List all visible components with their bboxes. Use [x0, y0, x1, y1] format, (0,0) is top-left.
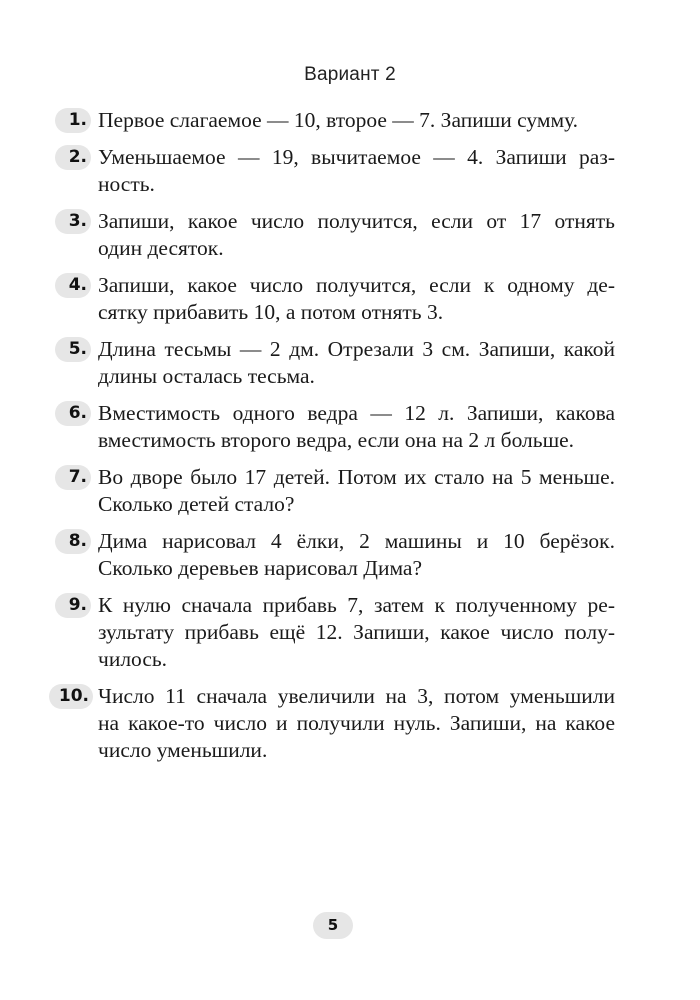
task-number-badge: 2. — [55, 145, 91, 170]
task-text-line: Число 11 сначала увеличили на 3, потом уменьшили — [98, 684, 615, 708]
task-4 — [55, 272, 615, 326]
task-number-badge: 10. — [49, 684, 93, 709]
task-text — [98, 336, 615, 390]
task-text-line: Вместимость одного ведра — 12 л. Запиши, какова — [98, 401, 615, 425]
task-text-line: число уменьшили. — [98, 738, 268, 762]
task-9 — [55, 592, 615, 673]
task-text-line: Сколько детей стало? — [98, 492, 295, 516]
task-text-line: Уменьшаемое — 19, вычитаемое — 4. Запиши раз- — [98, 145, 615, 169]
task-text-line: Первое слагаемое — 10, второе — 7. Запиши сумму. — [98, 108, 579, 132]
task-list — [55, 107, 615, 774]
task-text — [98, 107, 615, 134]
task-text-line: Сколько деревьев нарисовал Дима? — [98, 556, 422, 580]
task-number-badge: 7. — [55, 465, 91, 490]
task-text-line: вместимость второго ведра, если она на 2 л больше. — [98, 428, 575, 452]
task-text — [98, 400, 615, 454]
task-text-line: один десяток. — [98, 236, 224, 260]
task-text-line: зультату прибавь ещё 12. Запиши, какое число полу- — [98, 620, 615, 644]
task-text — [98, 272, 615, 326]
task-text-line: Дима нарисовал 4 ёлки, 2 машины и 10 берёзок. — [98, 529, 615, 553]
task-text-line: на какое-то число и получили нуль. Запиши, на какое — [98, 711, 615, 735]
task-1 — [55, 107, 615, 134]
task-text-line: ность. — [98, 172, 155, 196]
task-number-badge: 8. — [55, 529, 91, 554]
task-number-badge: 4. — [55, 273, 91, 298]
task-8 — [55, 528, 615, 582]
task-number-badge: 9. — [55, 593, 91, 618]
task-text — [98, 528, 615, 582]
page-number-badge: 5 — [313, 912, 353, 939]
task-number-badge: 6. — [55, 401, 91, 426]
task-text-line: Запиши, какое число получится, если к одному де- — [98, 273, 615, 297]
task-text-line: К нулю сначала прибавь 7, затем к полученному ре- — [98, 593, 615, 617]
task-text-line: Во дворе было 17 детей. Потом их стало на 5 меньше. — [98, 465, 615, 489]
task-3 — [55, 208, 615, 262]
task-7 — [55, 464, 615, 518]
task-text-line: сятку прибавить 10, а потом отнять 3. — [98, 300, 444, 324]
task-2 — [55, 144, 615, 198]
task-text-line: чилось. — [98, 647, 168, 671]
task-number-badge: 3. — [55, 209, 91, 234]
task-5 — [55, 336, 615, 390]
task-text-line: Запиши, какое число получится, если от 17 отнять — [98, 209, 615, 233]
task-6 — [55, 400, 615, 454]
task-text — [98, 683, 615, 764]
task-text — [98, 144, 615, 198]
task-text — [98, 592, 615, 673]
task-number-badge: 5. — [55, 337, 91, 362]
variant-title: Вариант 2 — [304, 64, 396, 85]
task-text — [98, 208, 615, 262]
task-number-badge: 1. — [55, 108, 91, 133]
task-text-line: Длина тесьмы — 2 дм. Отрезали 3 см. Запиши, какой — [98, 337, 615, 361]
task-text-line: длины осталась тесьма. — [98, 364, 315, 388]
task-10 — [55, 683, 615, 764]
task-text — [98, 464, 615, 518]
